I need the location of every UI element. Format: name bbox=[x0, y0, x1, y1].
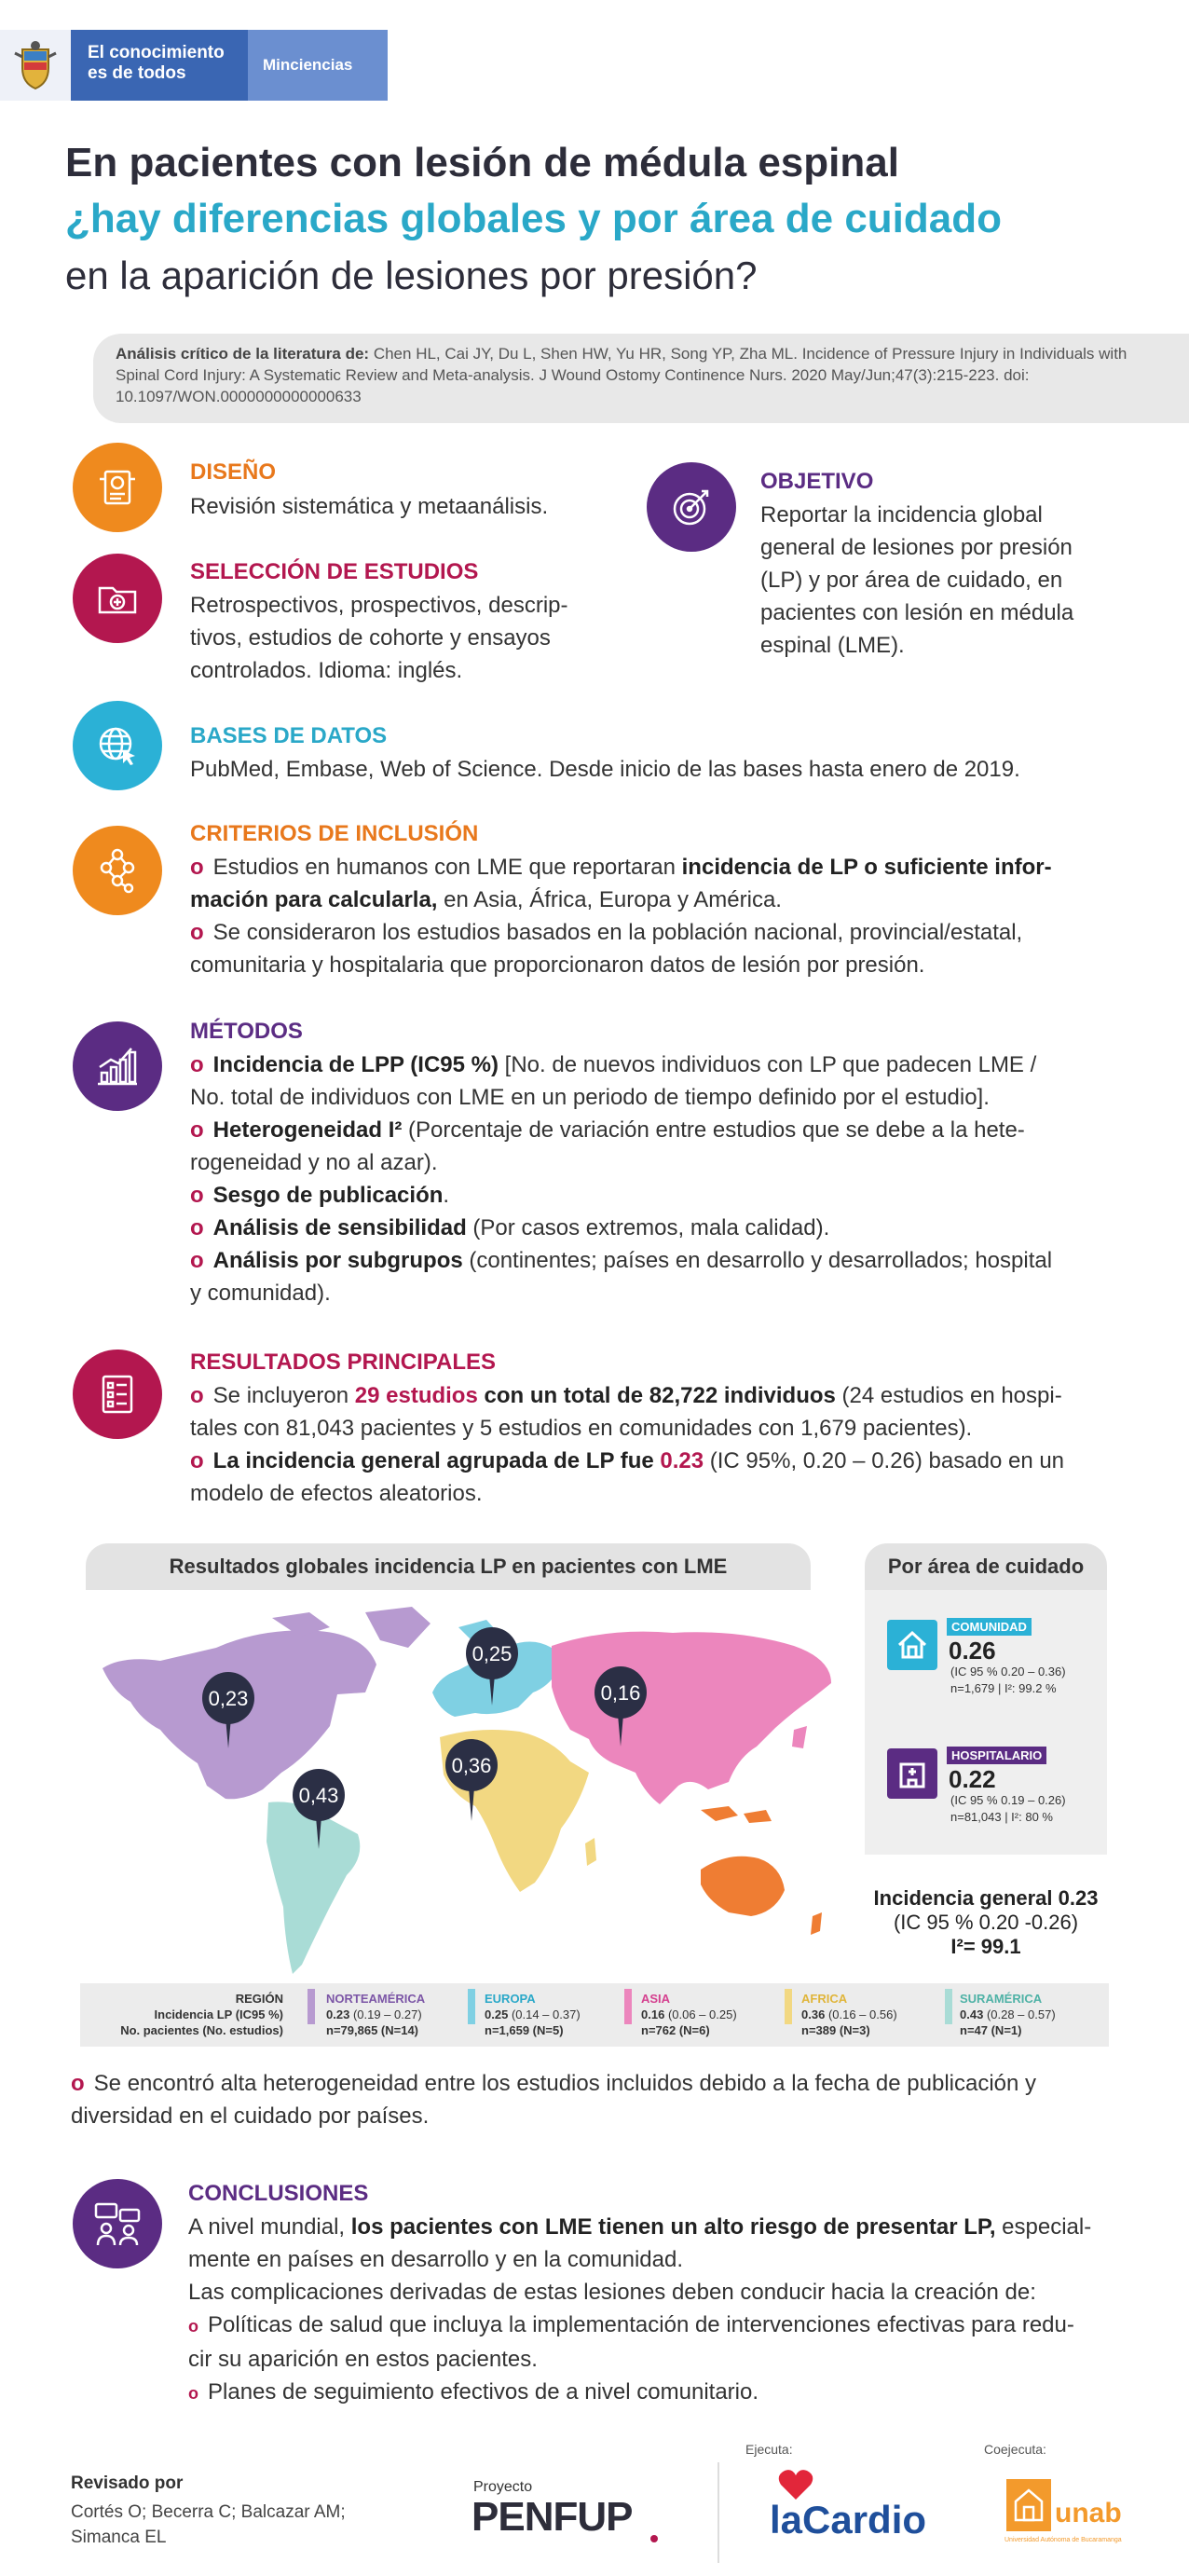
overall-incidence: Incidencia general 0.23 (IC 95 % 0.20 -0.26) I²= 99.1 bbox=[873, 1886, 1099, 1958]
conclusions-text: A nivel mundial, los pacientes con LME tienen un alto riesgo de presentar LP, especial- mente en países en desarrollo y en la comunidad. Las complicaciones derivadas de estas lesiones deben conducir hacia la creación de: o Políticas de salud que incluya la implementación de intervenciones efectivas para redu- cir su aparición en estos pacientes. o Planes de seguimiento efectivos de a nivel comunitario. bbox=[188, 2214, 1092, 2405]
methods-text: o Incidencia de LPP (IC95 %) [No. de nuevos individuos con LP que padecen LME / No. total de individuos con LME en un periodo de tiempo definido por el estudio]. o Heterogeneidad I² (Porcentaje de variación entre estudios que se debe a la hete- rogeneidad y no al azar). o Sesgo de publicación. o Análisis de sensibilidad (Por casos extremos, mala calidad). o Análisis por subgrupos (continentes; países en desarrollo y desarrollados; hospital y comunidad). bbox=[190, 1052, 1053, 1306]
legend-swatch-south-america bbox=[945, 1989, 952, 2024]
databases-text: PubMed, Embase, Web of Science. Desde inicio de las bases hasta enero de 2019. bbox=[190, 757, 1020, 782]
svg-text:0,25: 0,25 bbox=[472, 1642, 512, 1665]
reviewed-label: Revisado por bbox=[71, 2473, 184, 2493]
hospital-ci: (IC 95 % 0.19 – 0.26) bbox=[950, 1793, 1066, 1807]
hospital-value: 0.22 bbox=[949, 1765, 996, 1793]
bullet-icon: o bbox=[190, 1448, 204, 1473]
government-banner bbox=[0, 30, 388, 101]
hospital-label: HOSPITALARIO bbox=[947, 1747, 1046, 1764]
legend-africa: AFRICA 0.36 (0.16 – 0.56) n=389 (N=3) bbox=[801, 1992, 897, 2037]
lacardio-logo: laCardio bbox=[770, 2498, 927, 2542]
oceania-region bbox=[701, 1857, 785, 1916]
bullet-icon: o bbox=[188, 2384, 198, 2403]
bullet-icon: o bbox=[190, 1117, 204, 1143]
reviewers: Cortés O; Becerra C; Balcazar AM; Simanca EL bbox=[71, 2502, 346, 2547]
conclusions-heading: CONCLUSIONES bbox=[188, 2181, 369, 2206]
unab-subtitle: Universidad Autónoma de Bucaramanga bbox=[1004, 2537, 1122, 2543]
objective-text: Reportar la incidencia global general de lesiones por presión (LP) y por área de cuidado, en pacientes con lesión en médula espinal (LME). bbox=[760, 502, 1074, 658]
government-slogan: El conocimiento es de todos bbox=[71, 30, 248, 101]
globe-icon bbox=[73, 701, 162, 790]
bullet-icon: o bbox=[190, 1383, 204, 1408]
bullet-icon: o bbox=[190, 920, 204, 945]
svg-text:0,43: 0,43 bbox=[298, 1784, 339, 1807]
legend-asia: ASIA 0.16 (0.06 – 0.25) n=762 (N=6) bbox=[641, 1992, 737, 2037]
bullet-icon: o bbox=[71, 2071, 85, 2096]
inclusion-text: o Estudios en humanos con LME que reportaran incidencia de LP o suficiente infor- mación para calcularla, en Asia, África, Europa y América. o Se consideraron los estudios basados en la población nacional, provincial/estatal, comunitaria y hospitalaria que proporcionaron datos de lesión por presión. bbox=[190, 855, 1052, 978]
asia-region bbox=[552, 1632, 831, 1804]
community-n: n=1,679 | I²: 99.2 % bbox=[950, 1681, 1057, 1695]
results-text: o Se incluyeron 29 estudios con un total de 82,722 individuos (24 estudios en hospi- tales con 81,043 pacientes y 5 estudios en comunidades con 1,679 pacientes). o La incidencia general agrupada de LP fue 0.23 (IC 95%, 0.20 – 0.26) basado en un modelo de efectos aleatorios. bbox=[190, 1383, 1065, 1506]
coat-of-arms-icon bbox=[0, 30, 71, 101]
svg-text:0,16: 0,16 bbox=[600, 1681, 641, 1705]
bullet-icon: o bbox=[190, 1215, 204, 1240]
community-value: 0.26 bbox=[949, 1637, 996, 1665]
legend-swatch-asia bbox=[624, 1989, 632, 2024]
legend-south-america: SURAMÉRICA 0.43 (0.28 – 0.57) n=47 (N=1) bbox=[960, 1992, 1056, 2037]
design-text: Revisión sistemática y metaanálisis. bbox=[190, 494, 549, 519]
hospital-icon bbox=[887, 1748, 937, 1799]
footer-divider bbox=[718, 2462, 719, 2563]
penfup-dot-icon bbox=[650, 2535, 658, 2542]
bullet-icon: o bbox=[188, 2317, 198, 2336]
community-label: COMUNIDAD bbox=[947, 1618, 1032, 1636]
network-icon bbox=[73, 826, 162, 915]
citation-text: Análisis crítico de la literatura de: Chen HL, Cai JY, Du L, Shen HW, Yu HR, Song YP, Zha ML. Incidence of Pressure Injury in Individuals with Spinal Cord Injury: A Systematic Review and Meta-analysis. J Wound Ostomy Continence Nurs. 2020 May/Jun;47(3):215-223. doi: 10.1097/WON.0000000000000633 bbox=[116, 345, 1128, 405]
bullet-icon: o bbox=[190, 1052, 204, 1077]
methods-heading: MÉTODOS bbox=[190, 1019, 303, 1044]
chart-growth-icon bbox=[73, 1021, 162, 1111]
heterogeneity-note: o Se encontró alta heterogeneidad entre los estudios incluidos debido a la fecha de publicación y diversidad en el cuidado por países. bbox=[71, 2071, 1037, 2129]
coejecuta-label: Coejecuta: bbox=[984, 2442, 1046, 2457]
title-line-2: ¿hay diferencias globales y por área de cuidado bbox=[65, 196, 1002, 241]
bullet-icon: o bbox=[190, 1248, 204, 1273]
title-line-3: en la aparición de lesiones por presión? bbox=[65, 253, 758, 297]
bullet-icon: o bbox=[190, 1183, 204, 1208]
legend-europe: EUROPA 0.25 (0.14 – 0.37) n=1,659 (N=5) bbox=[485, 1992, 581, 2037]
title-line-1: En pacientes con lesión de médula espinal bbox=[65, 140, 899, 185]
legend-swatch-europe bbox=[468, 1989, 475, 2024]
design-heading: DISEÑO bbox=[190, 459, 277, 485]
svg-text:0,36: 0,36 bbox=[451, 1754, 492, 1777]
legend-swatch-africa bbox=[785, 1989, 792, 2024]
selection-text: Retrospectivos, prospectivos, descrip- tivos, estudios de cohorte y ensayos controlados. Idioma: inglés. bbox=[190, 593, 568, 683]
penfup-logo: PENFUP bbox=[472, 2494, 633, 2540]
bullet-icon: o bbox=[190, 855, 204, 880]
ministry-label: Minciencias bbox=[248, 30, 388, 101]
legend-swatch-north-america bbox=[308, 1989, 315, 2024]
checklist-icon bbox=[73, 1350, 162, 1439]
inclusion-heading: CRITERIOS DE INCLUSIÓN bbox=[190, 821, 479, 846]
legend-north-america: NORTEAMÉRICA 0.23 (0.19 – 0.27) n=79,865 (N=14) bbox=[326, 1992, 426, 2037]
unab-emblem-icon bbox=[1006, 2479, 1051, 2531]
south-america-region bbox=[266, 1802, 360, 1974]
databases-heading: BASES DE DATOS bbox=[190, 723, 388, 748]
target-icon bbox=[647, 462, 736, 552]
world-map bbox=[86, 1590, 850, 1981]
community-ci: (IC 95 % 0.20 – 0.36) bbox=[950, 1665, 1066, 1679]
care-area-heading: Por área de cuidado bbox=[865, 1543, 1107, 1590]
results-heading: RESULTADOS PRINCIPALES bbox=[190, 1350, 497, 1375]
legend-row-labels: REGIÓN Incidencia LP (IC95 %) No. pacientes (No. estudios) bbox=[120, 1992, 283, 2037]
map-heading: Resultados globales incidencia LP en pacientes con LME bbox=[86, 1543, 811, 1590]
folder-icon bbox=[73, 554, 162, 643]
hospital-n: n=81,043 | I²: 80 % bbox=[950, 1810, 1053, 1824]
svg-text:0,23: 0,23 bbox=[208, 1687, 249, 1710]
house-icon bbox=[887, 1620, 937, 1670]
design-icon bbox=[73, 443, 162, 532]
unab-logo: unab bbox=[1055, 2498, 1122, 2528]
selection-heading: SELECCIÓN DE ESTUDIOS bbox=[190, 559, 479, 584]
proyecto-label: Proyecto bbox=[473, 2479, 533, 2495]
objective-heading: OBJETIVO bbox=[760, 469, 874, 494]
ejecuta-label: Ejecuta: bbox=[745, 2442, 793, 2457]
discussion-icon bbox=[73, 2179, 162, 2268]
